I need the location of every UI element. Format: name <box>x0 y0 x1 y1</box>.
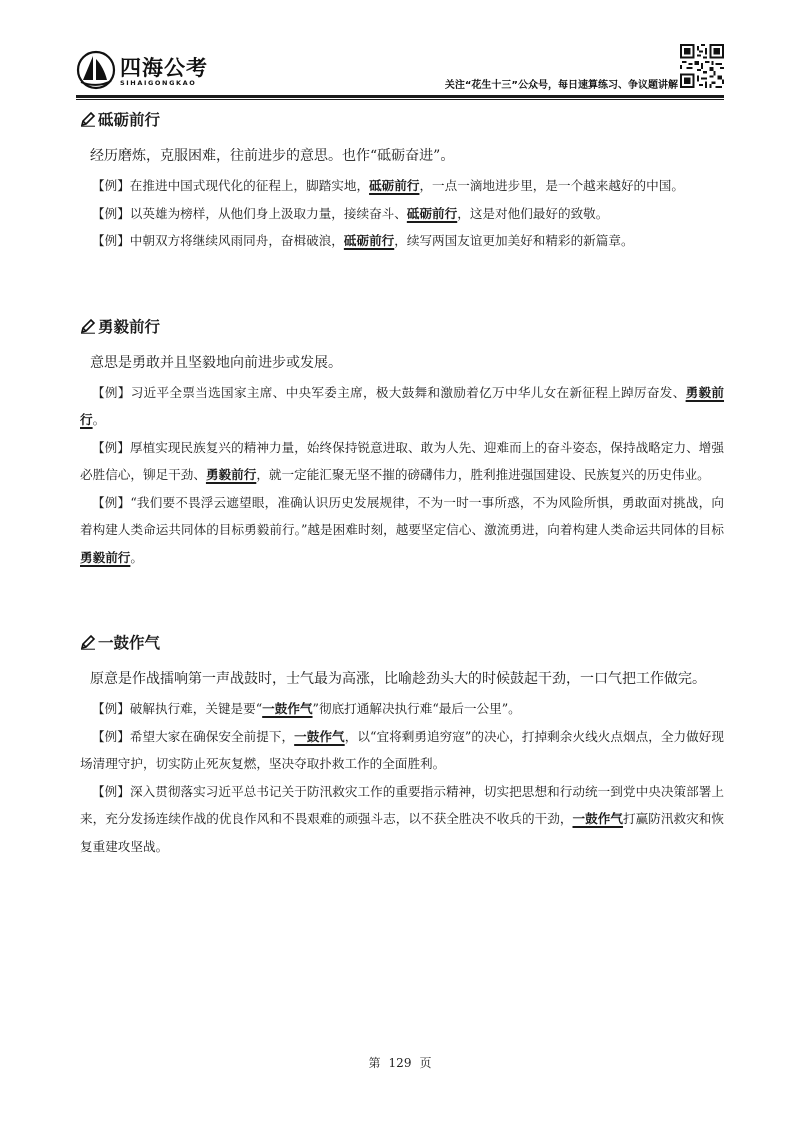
highlighted-idiom: 一鼓作气 <box>572 811 624 826</box>
example-sentence <box>80 434 724 489</box>
page-number <box>0 1054 800 1071</box>
example-tag: 【例】 <box>92 728 130 744</box>
example-sentence <box>80 200 724 228</box>
example-text: 破解执行难，关键是要“ <box>129 701 263 716</box>
highlighted-idiom: 勇毅前行 <box>80 549 131 565</box>
example-tag: 【例】 <box>92 701 130 716</box>
example-sentence <box>80 778 724 861</box>
section-title-text: 一鼓作气 <box>98 634 161 652</box>
page-content <box>80 108 724 860</box>
idiom-meaning: 意思是勇敢并且坚毅地向前进步或发展。 <box>90 354 342 371</box>
example-tag: 【例】 <box>92 494 131 510</box>
idiom-section <box>80 108 724 255</box>
section-title <box>80 631 724 655</box>
example-sentence <box>80 723 724 778</box>
header-follow-note: 关注“花生十三”公众号，每日速算练习、争议题讲解 <box>444 80 678 91</box>
example-text: ，这是对他们最好的致敬。 <box>457 205 609 221</box>
header-divider-thin <box>76 99 724 100</box>
example-text: 中朝双方将继续风雨同舟，奋楫破浪， <box>129 233 344 248</box>
example-tag: 【例】 <box>92 439 130 455</box>
example-text: ”彻底打通解决执行难“最后一公里”。 <box>312 701 521 716</box>
example-sentence <box>80 227 724 255</box>
pencil-icon <box>80 634 96 650</box>
example-sentence <box>80 379 724 434</box>
example-tag: 【例】 <box>92 384 131 400</box>
page-number-suffix: 页 <box>419 1056 432 1070</box>
example-sentence <box>80 695 724 723</box>
idiom-meaning: 经历磨炼，克服困难，往前进步的意思。也作“砥砺奋进”。 <box>90 148 455 164</box>
example-tag: 【例】 <box>92 178 130 193</box>
example-tag: 【例】 <box>92 783 130 799</box>
highlighted-idiom: 一鼓作气 <box>262 701 313 716</box>
idiom-section <box>80 631 724 860</box>
section-title-text: 勇毅前行 <box>98 317 161 336</box>
section-title <box>80 108 724 132</box>
page-number-value: 129 <box>388 1056 412 1070</box>
example-text: 打赢防汛救灾和恢复重建攻坚战。 <box>80 811 725 854</box>
example-text: “我们要不畏浮云遮望眼，准确认识历史发展规律，不为一时一事所惑，不为风险所惧，勇敢面对挑战，向着构建人类命运共同体的目标勇毅前行。”越是困难时刻，越要坚定信心、激流勇进，向着构建人类命运共同体的目标 <box>80 494 724 537</box>
example-text: ，续写两国友谊更加美好和精彩的新篇章。 <box>394 233 634 248</box>
highlighted-idiom: 砥砺前行 <box>343 233 395 248</box>
example-text: 。 <box>92 412 106 427</box>
example-text: ，以“宜将剩勇追穷寇”的决心，打掉剩余火线火点烟点，全力做好现场清理守护，切实防止死灰复燃，坚决夺取扑救工作的全面胜利。 <box>80 728 725 771</box>
pencil-icon <box>80 111 96 127</box>
example-tag: 【例】 <box>92 205 130 221</box>
highlighted-idiom: 砥砺前行 <box>406 205 458 221</box>
example-sentence <box>80 172 724 200</box>
logo-text-cn: 四海公考 <box>120 56 208 80</box>
qr-code-icon <box>680 44 724 88</box>
brand-logo <box>76 50 226 94</box>
example-text: ，一点一滴地进步里，是一个越来越好的中国。 <box>419 178 684 193</box>
idiom-meaning: 原意是作战擂响第一声战鼓时，士气最为高涨，比喻趁劲头大的时候鼓起干劲，一口气把工作做完。 <box>90 671 706 687</box>
section-title-text: 砥砺前行 <box>98 111 161 129</box>
highlighted-idiom: 勇毅前行 <box>205 467 257 482</box>
highlighted-idiom: 砥砺前行 <box>369 178 420 193</box>
sailboat-logo-icon <box>76 50 116 90</box>
example-text: 。 <box>130 549 143 565</box>
example-text: 希望大家在确保安全前提下， <box>129 728 295 744</box>
logo-text-en: SIHAIGONGKAO <box>120 79 197 87</box>
page-number-prefix: 第 <box>368 1056 381 1070</box>
idiom-section <box>80 315 724 572</box>
highlighted-idiom: 勇毅前行 <box>80 384 725 427</box>
header-divider <box>76 95 724 98</box>
example-text: ，就一定能汇聚无坚不摧的磅礴伟力，胜利推进强国建设、民族复兴的历史伟业。 <box>256 467 710 482</box>
highlighted-idiom: 一鼓作气 <box>294 728 345 744</box>
example-text: 深入贯彻落实习近平总书记关于防汛救灾工作的重要指示精神，切实把思想和行动统一到党中央决策部署上来，充分发扬连续作战的优良作风和不畏艰难的顽强斗志，以不获全胜决不收兵的干劲， <box>80 783 725 826</box>
example-tag: 【例】 <box>92 233 130 248</box>
example-text: 在推进中国式现代化的征程上，脚踏实地， <box>129 178 370 193</box>
example-text: 习近平全票当选国家主席、中央军委主席，极大鼓舞和激励着亿万中华儿女在新征程上踔厉奋发、 <box>130 384 686 400</box>
example-text: 以英雄为榜样，从他们身上汲取力量，接续奋斗、 <box>129 205 407 221</box>
page-header <box>0 0 800 104</box>
pencil-icon <box>80 318 96 334</box>
section-title <box>80 315 724 339</box>
example-sentence <box>80 489 724 572</box>
example-text: 厚植实现民族复兴的精神力量，始终保持锐意进取、敢为人先、迎难而上的奋斗姿态，保持战略定力、增强必胜信心，铆足干劲、 <box>80 439 725 482</box>
